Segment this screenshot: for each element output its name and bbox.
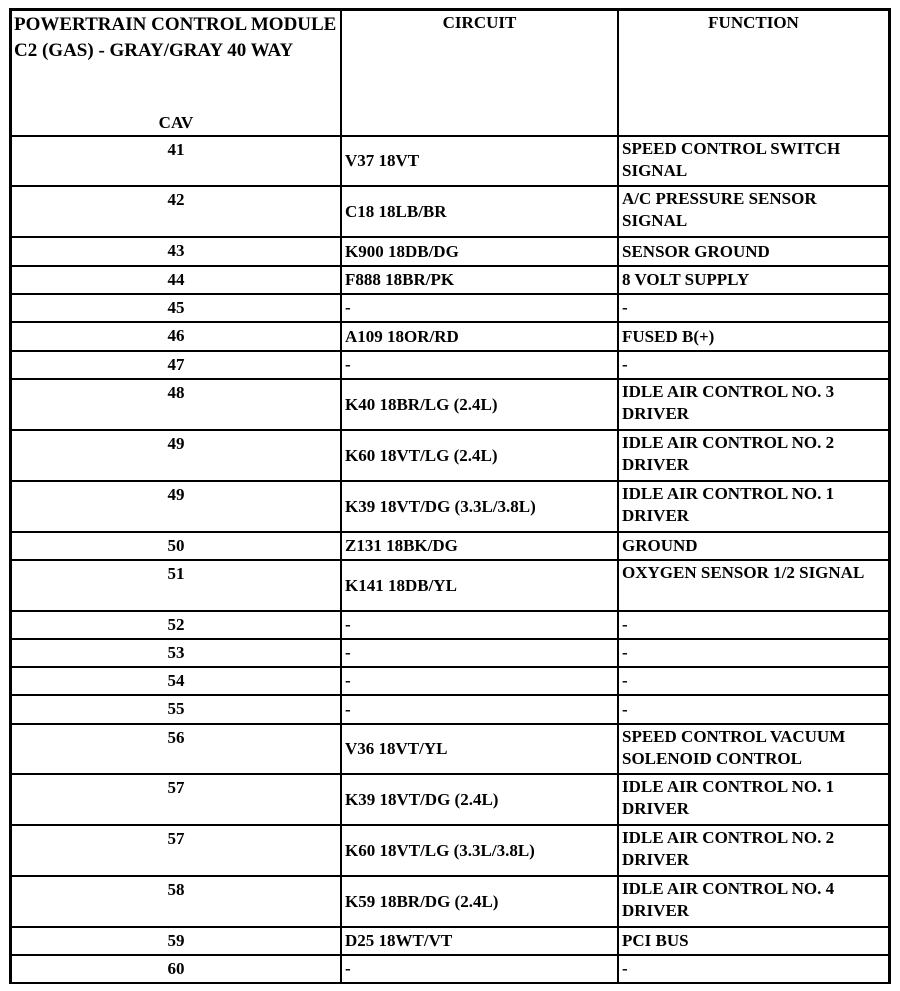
function-cell: - (618, 667, 889, 695)
cav-cell: 58 (11, 876, 341, 927)
table-row (11, 611, 889, 639)
cav-cell: 51 (11, 560, 341, 611)
function-cell: - (618, 611, 889, 639)
cav-cell: 47 (11, 351, 341, 379)
table-row (11, 379, 889, 430)
function-cell: - (618, 294, 889, 322)
function-cell: IDLE AIR CONTROL NO. 1 DRIVER (618, 481, 889, 532)
cav-cell: 46 (11, 322, 341, 351)
cav-cell: 54 (11, 667, 341, 695)
cav-cell: 57 (11, 774, 341, 825)
function-cell: IDLE AIR CONTROL NO. 2 DRIVER (618, 430, 889, 481)
function-cell: SPEED CONTROL SWITCH SIGNAL (618, 136, 889, 186)
cav-cell: 50 (11, 532, 341, 560)
function-cell: FUSED B(+) (618, 322, 889, 351)
circuit-cell: K141 18DB/YL (341, 560, 618, 611)
table-row (11, 876, 889, 927)
connector-title: POWERTRAIN CONTROL MODULE C2 (GAS) - GRAY/GRAY 40 WAY (14, 14, 337, 61)
pinout-table (11, 10, 889, 983)
cav-cell: 60 (11, 955, 341, 983)
circuit-cell: K900 18DB/DG (341, 237, 618, 266)
function-column-header: FUNCTION (618, 10, 889, 136)
table-row (11, 351, 889, 379)
cav-cell: 42 (11, 186, 341, 237)
cav-cell: 49 (11, 430, 341, 481)
table-row (11, 266, 889, 294)
header-row (11, 10, 889, 136)
function-cell: GROUND (618, 532, 889, 560)
function-cell: IDLE AIR CONTROL NO. 2 DRIVER (618, 825, 889, 876)
cav-cell: 43 (11, 237, 341, 266)
circuit-cell: F888 18BR/PK (341, 266, 618, 294)
function-cell: PCI BUS (618, 927, 889, 955)
cav-cell: 59 (11, 927, 341, 955)
cav-cell: 55 (11, 695, 341, 724)
table-row (11, 774, 889, 825)
cav-cell: 45 (11, 294, 341, 322)
circuit-cell: K60 18VT/LG (2.4L) (341, 430, 618, 481)
connector-pinout-sheet (9, 8, 891, 984)
circuit-cell: - (341, 695, 618, 724)
table-row (11, 560, 889, 611)
circuit-cell: - (341, 294, 618, 322)
circuit-cell: Z131 18BK/DG (341, 532, 618, 560)
table-row (11, 136, 889, 186)
cav-cell: 53 (11, 639, 341, 667)
circuit-cell: K40 18BR/LG (2.4L) (341, 379, 618, 430)
table-row (11, 724, 889, 774)
function-cell: OXYGEN SENSOR 1/2 SIGNAL (618, 560, 889, 611)
table-row (11, 695, 889, 724)
table-row (11, 294, 889, 322)
table-row (11, 322, 889, 351)
table-row (11, 186, 889, 237)
cav-cell: 41 (11, 136, 341, 186)
circuit-cell: - (341, 611, 618, 639)
table-row (11, 955, 889, 983)
function-cell: SPEED CONTROL VACUUM SOLENOID CONTROL (618, 724, 889, 774)
table-row (11, 639, 889, 667)
table-row (11, 667, 889, 695)
function-cell: - (618, 639, 889, 667)
circuit-cell: V36 18VT/YL (341, 724, 618, 774)
cav-cell: 57 (11, 825, 341, 876)
circuit-column-header: CIRCUIT (341, 10, 618, 136)
function-cell: IDLE AIR CONTROL NO. 4 DRIVER (618, 876, 889, 927)
function-cell: SENSOR GROUND (618, 237, 889, 266)
table-row (11, 532, 889, 560)
connector-title-cell (11, 10, 341, 136)
circuit-cell: K39 18VT/DG (3.3L/3.8L) (341, 481, 618, 532)
function-cell: - (618, 695, 889, 724)
table-row (11, 481, 889, 532)
function-cell: A/C PRESSURE SENSOR SIGNAL (618, 186, 889, 237)
table-row (11, 825, 889, 876)
circuit-cell: V37 18VT (341, 136, 618, 186)
circuit-cell: K59 18BR/DG (2.4L) (341, 876, 618, 927)
table-row (11, 430, 889, 481)
function-cell: IDLE AIR CONTROL NO. 1 DRIVER (618, 774, 889, 825)
function-cell: 8 VOLT SUPPLY (618, 266, 889, 294)
function-cell: IDLE AIR CONTROL NO. 3 DRIVER (618, 379, 889, 430)
cav-cell: 44 (11, 266, 341, 294)
circuit-cell: C18 18LB/BR (341, 186, 618, 237)
function-cell: - (618, 955, 889, 983)
circuit-cell: K39 18VT/DG (2.4L) (341, 774, 618, 825)
circuit-cell: A109 18OR/RD (341, 322, 618, 351)
cav-column-header: CAV (158, 113, 194, 132)
table-row (11, 927, 889, 955)
circuit-cell: D25 18WT/VT (341, 927, 618, 955)
function-cell: - (618, 351, 889, 379)
circuit-cell: - (341, 955, 618, 983)
table-row (11, 237, 889, 266)
cav-cell: 56 (11, 724, 341, 774)
circuit-cell: - (341, 351, 618, 379)
cav-cell: 48 (11, 379, 341, 430)
cav-cell: 52 (11, 611, 341, 639)
circuit-cell: - (341, 639, 618, 667)
circuit-cell: K60 18VT/LG (3.3L/3.8L) (341, 825, 618, 876)
cav-cell: 49 (11, 481, 341, 532)
circuit-cell: - (341, 667, 618, 695)
